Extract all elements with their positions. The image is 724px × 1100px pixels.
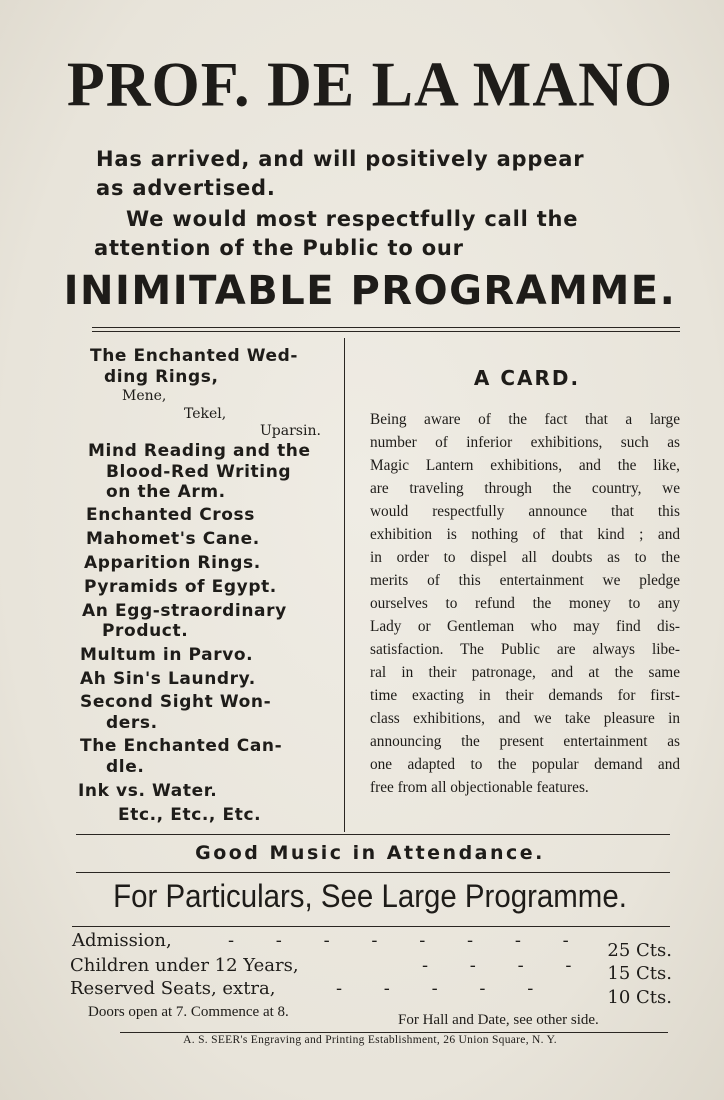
list-item: Uparsin. [260,423,321,439]
list-item: ding Rings, [104,367,219,387]
card-line: free from all objectionable features. [370,779,589,796]
children-leader: - - - - [422,955,590,976]
divider-top [92,327,680,328]
list-item: Etc., Etc., Etc. [118,805,262,825]
admission-price: 25 Cts. [607,940,672,961]
list-item: Mind Reading and the [88,441,311,461]
card-line: are traveling through the country, we [370,480,680,497]
list-item: Tekel, [184,406,227,422]
list-item: Multum in Parvo. [80,645,254,665]
list-item: ders. [106,713,158,733]
children-label: Children under 12 Years, [70,955,299,976]
card-line: Magic Lantern exhibitions, and the like, [370,457,680,474]
reserved-price: 10 Cts. [607,987,672,1008]
particulars-line: For Particulars, See Large Programme. [113,878,627,914]
divider-imprint [120,1032,668,1033]
printer-imprint: A. S. SEER's Engraving and Printing Establishment, 26 Union Square, N. Y. [183,1034,557,1046]
divider-music-bottom [76,872,670,873]
intro-line-2: as advertised. [96,176,276,200]
list-item: Apparition Rings. [84,553,261,573]
intro-line-1: Has arrived, and will positively appear [96,147,585,171]
list-item: Second Sight Won- [80,692,272,712]
card-title: A CARD. [473,366,581,390]
column-divider [344,338,345,832]
admission-leader: - - - - - - - - [228,930,587,951]
admission-label: Admission, [72,930,172,951]
card-line: announcing the present entertainment as [370,733,680,750]
doors-notice: Doors open at 7. Commence at 8. [88,1004,289,1020]
list-item: on the Arm. [106,482,226,502]
children-price: 15 Cts. [607,963,672,984]
card-line: Being aware of the fact that a large [370,411,680,428]
card-line: would respectfully announce that this [370,503,680,520]
reserved-label: Reserved Seats, extra, [70,978,276,999]
list-item: An Egg-straordinary [82,601,287,621]
intro-line-3: We would most respectfully call the [126,207,579,231]
list-item: The Enchanted Wed- [90,346,299,366]
music-notice: Good Music in Attendance. [195,842,545,864]
card-line: number of inferior exhibitions, such as [370,434,680,451]
card-line: one adapted to the popular demand and [370,756,680,773]
card-line: time exacting in their demands for first- [370,687,680,704]
card-line: Lady or Gentleman who may find dis- [370,618,680,635]
poster-title: PROF. DE LA MANO [66,50,674,120]
card-line: ourselves to refund the money to any [370,595,680,612]
list-item: Enchanted Cross [86,505,255,525]
divider-admission [72,926,670,927]
list-item: Pyramids of Egypt. [84,577,277,597]
card-line: satisfaction. The Public are always libe- [370,641,680,658]
list-item: Product. [102,621,189,641]
list-item: The Enchanted Can- [80,736,283,756]
card-line: in order to dispel all doubts as to the [370,549,680,566]
list-item: Blood-Red Writing [106,462,292,482]
reserved-leader: - - - - - [336,978,552,999]
intro-line-4: attention of the Public to our [94,236,464,260]
card-line: merits of this entertainment we pledge [370,572,680,589]
list-item: Ah Sin's Laundry. [80,669,256,689]
divider-top-2 [92,331,680,332]
card-line: class exhibitions, and we take pleasure in [370,710,680,727]
list-item: Mene, [122,388,167,404]
list-item: Ink vs. Water. [78,781,218,801]
card-line: ral in their patronage, and at the same [370,664,680,681]
headline: INIMITABLE PROGRAMME. [63,268,677,314]
list-item: Mahomet's Cane. [86,529,260,549]
divider-music-top [76,834,670,835]
card-line: exhibition is nothing of that kind ; and [370,526,680,543]
list-item: dle. [106,757,145,777]
hall-notice: For Hall and Date, see other side. [398,1012,599,1028]
